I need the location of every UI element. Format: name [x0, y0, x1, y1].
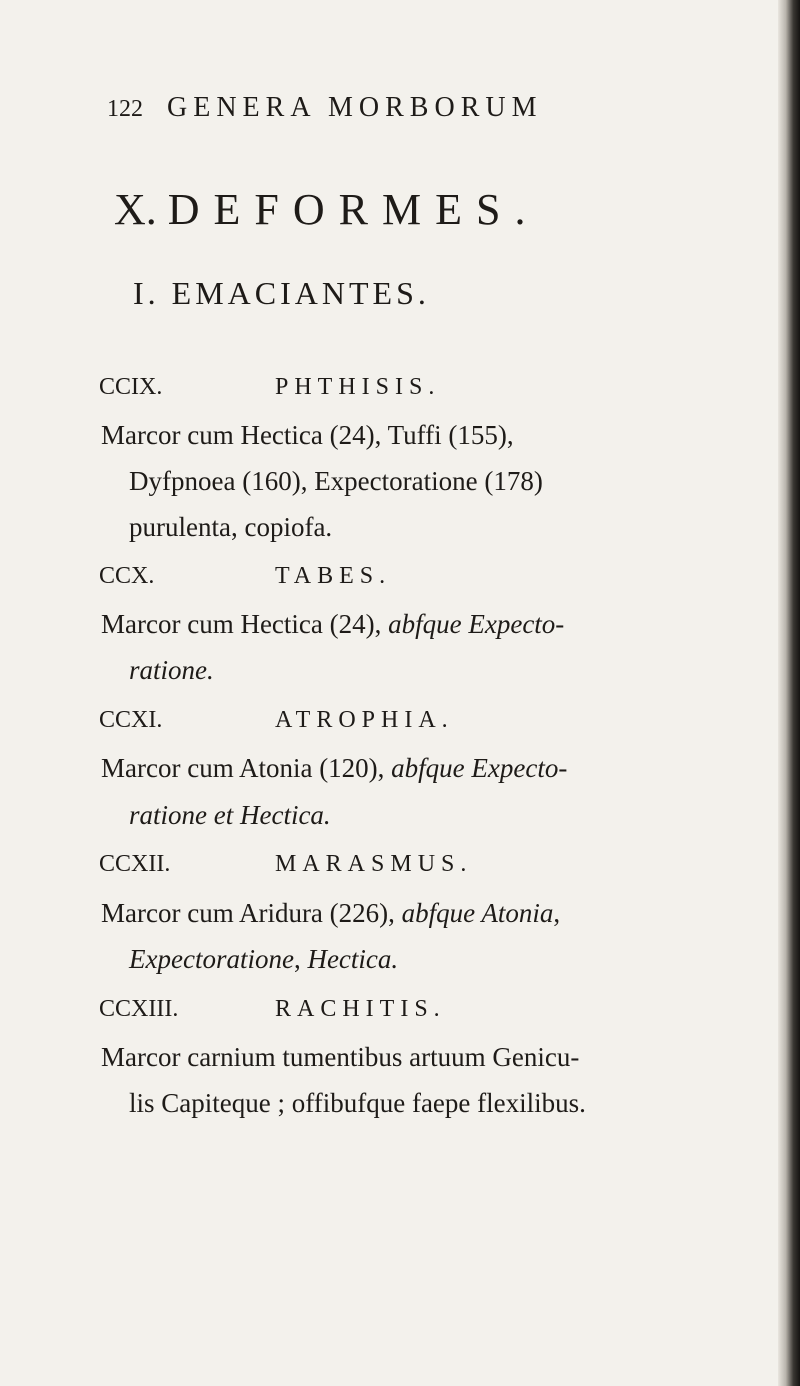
entry-text-punctuation: , — [293, 944, 308, 974]
entry-text-italic: abfque Expecto- — [391, 753, 568, 783]
running-head-title: GENERA MORBORUM — [167, 92, 543, 123]
entry-text-line — [129, 655, 214, 686]
entry-name: MARASMUS. — [275, 851, 473, 877]
entry-name: RACHITIS. — [275, 996, 446, 1022]
entry-number: CCX. — [99, 563, 155, 589]
entry-number: CCXI. — [99, 707, 163, 733]
subsection-name: EMACIANTES. — [171, 275, 430, 311]
entry-heading — [99, 996, 446, 1023]
section-numeral: X. — [114, 185, 157, 234]
entry-text-line: Dyfpnoea (160), Expectoratione (178) — [129, 466, 543, 496]
entry-number: CCIX. — [99, 374, 163, 400]
entry-name: TABES. — [275, 563, 392, 589]
entry-text-italic: abfque Expecto- — [388, 609, 565, 639]
entry-heading — [99, 374, 440, 401]
entry-text-plain: Marcor cum Aridura (226), — [101, 898, 402, 928]
subsection-title — [133, 275, 430, 312]
running-head — [107, 92, 542, 124]
entry-text-line: Marcor carnium tumentibus artuum Genicu- — [101, 1042, 580, 1072]
page-number: 122 — [107, 96, 143, 122]
subsection-numeral: I. — [133, 275, 160, 311]
entry-heading — [99, 563, 391, 590]
entry-heading — [99, 851, 472, 878]
entry-text-italic: abfque Atonia — [401, 898, 554, 928]
section-title — [114, 184, 540, 235]
entry-text-italic: ratione. — [129, 655, 214, 685]
entry-text-italic: Expectoratione — [129, 944, 294, 974]
entry-text-line — [101, 609, 564, 640]
entry-text-italic: Hectica. — [307, 944, 399, 974]
entry-text-italic: ratione et Hectica. — [129, 800, 331, 830]
entry-text-line — [101, 753, 567, 784]
entry-text-line — [101, 898, 560, 929]
entry-text-line: lis Capiteque ; offibufque faepe flexilibus. — [129, 1088, 586, 1118]
entry-text-line: purulenta, copiofa. — [129, 512, 333, 542]
entry-name: ATROPHIA. — [275, 707, 454, 733]
page-binding-edge — [778, 0, 800, 1386]
entry-text-line — [129, 800, 331, 831]
entry-text-punctuation: , — [553, 898, 561, 928]
entry-name: PHTHISIS. — [275, 374, 441, 400]
entry-text-plain: Marcor cum Hectica (24), — [101, 609, 389, 639]
entry-text-line: Marcor cum Hectica (24), Tuffi (155), — [101, 420, 514, 450]
entry-text-plain: Marcor cum Atonia (120), — [101, 753, 392, 783]
entry-heading — [99, 707, 454, 734]
section-name: DEFORMES. — [167, 185, 540, 234]
entry-number: CCXIII. — [99, 996, 179, 1022]
entry-number: CCXII. — [99, 851, 171, 877]
entry-text-line — [129, 944, 398, 975]
